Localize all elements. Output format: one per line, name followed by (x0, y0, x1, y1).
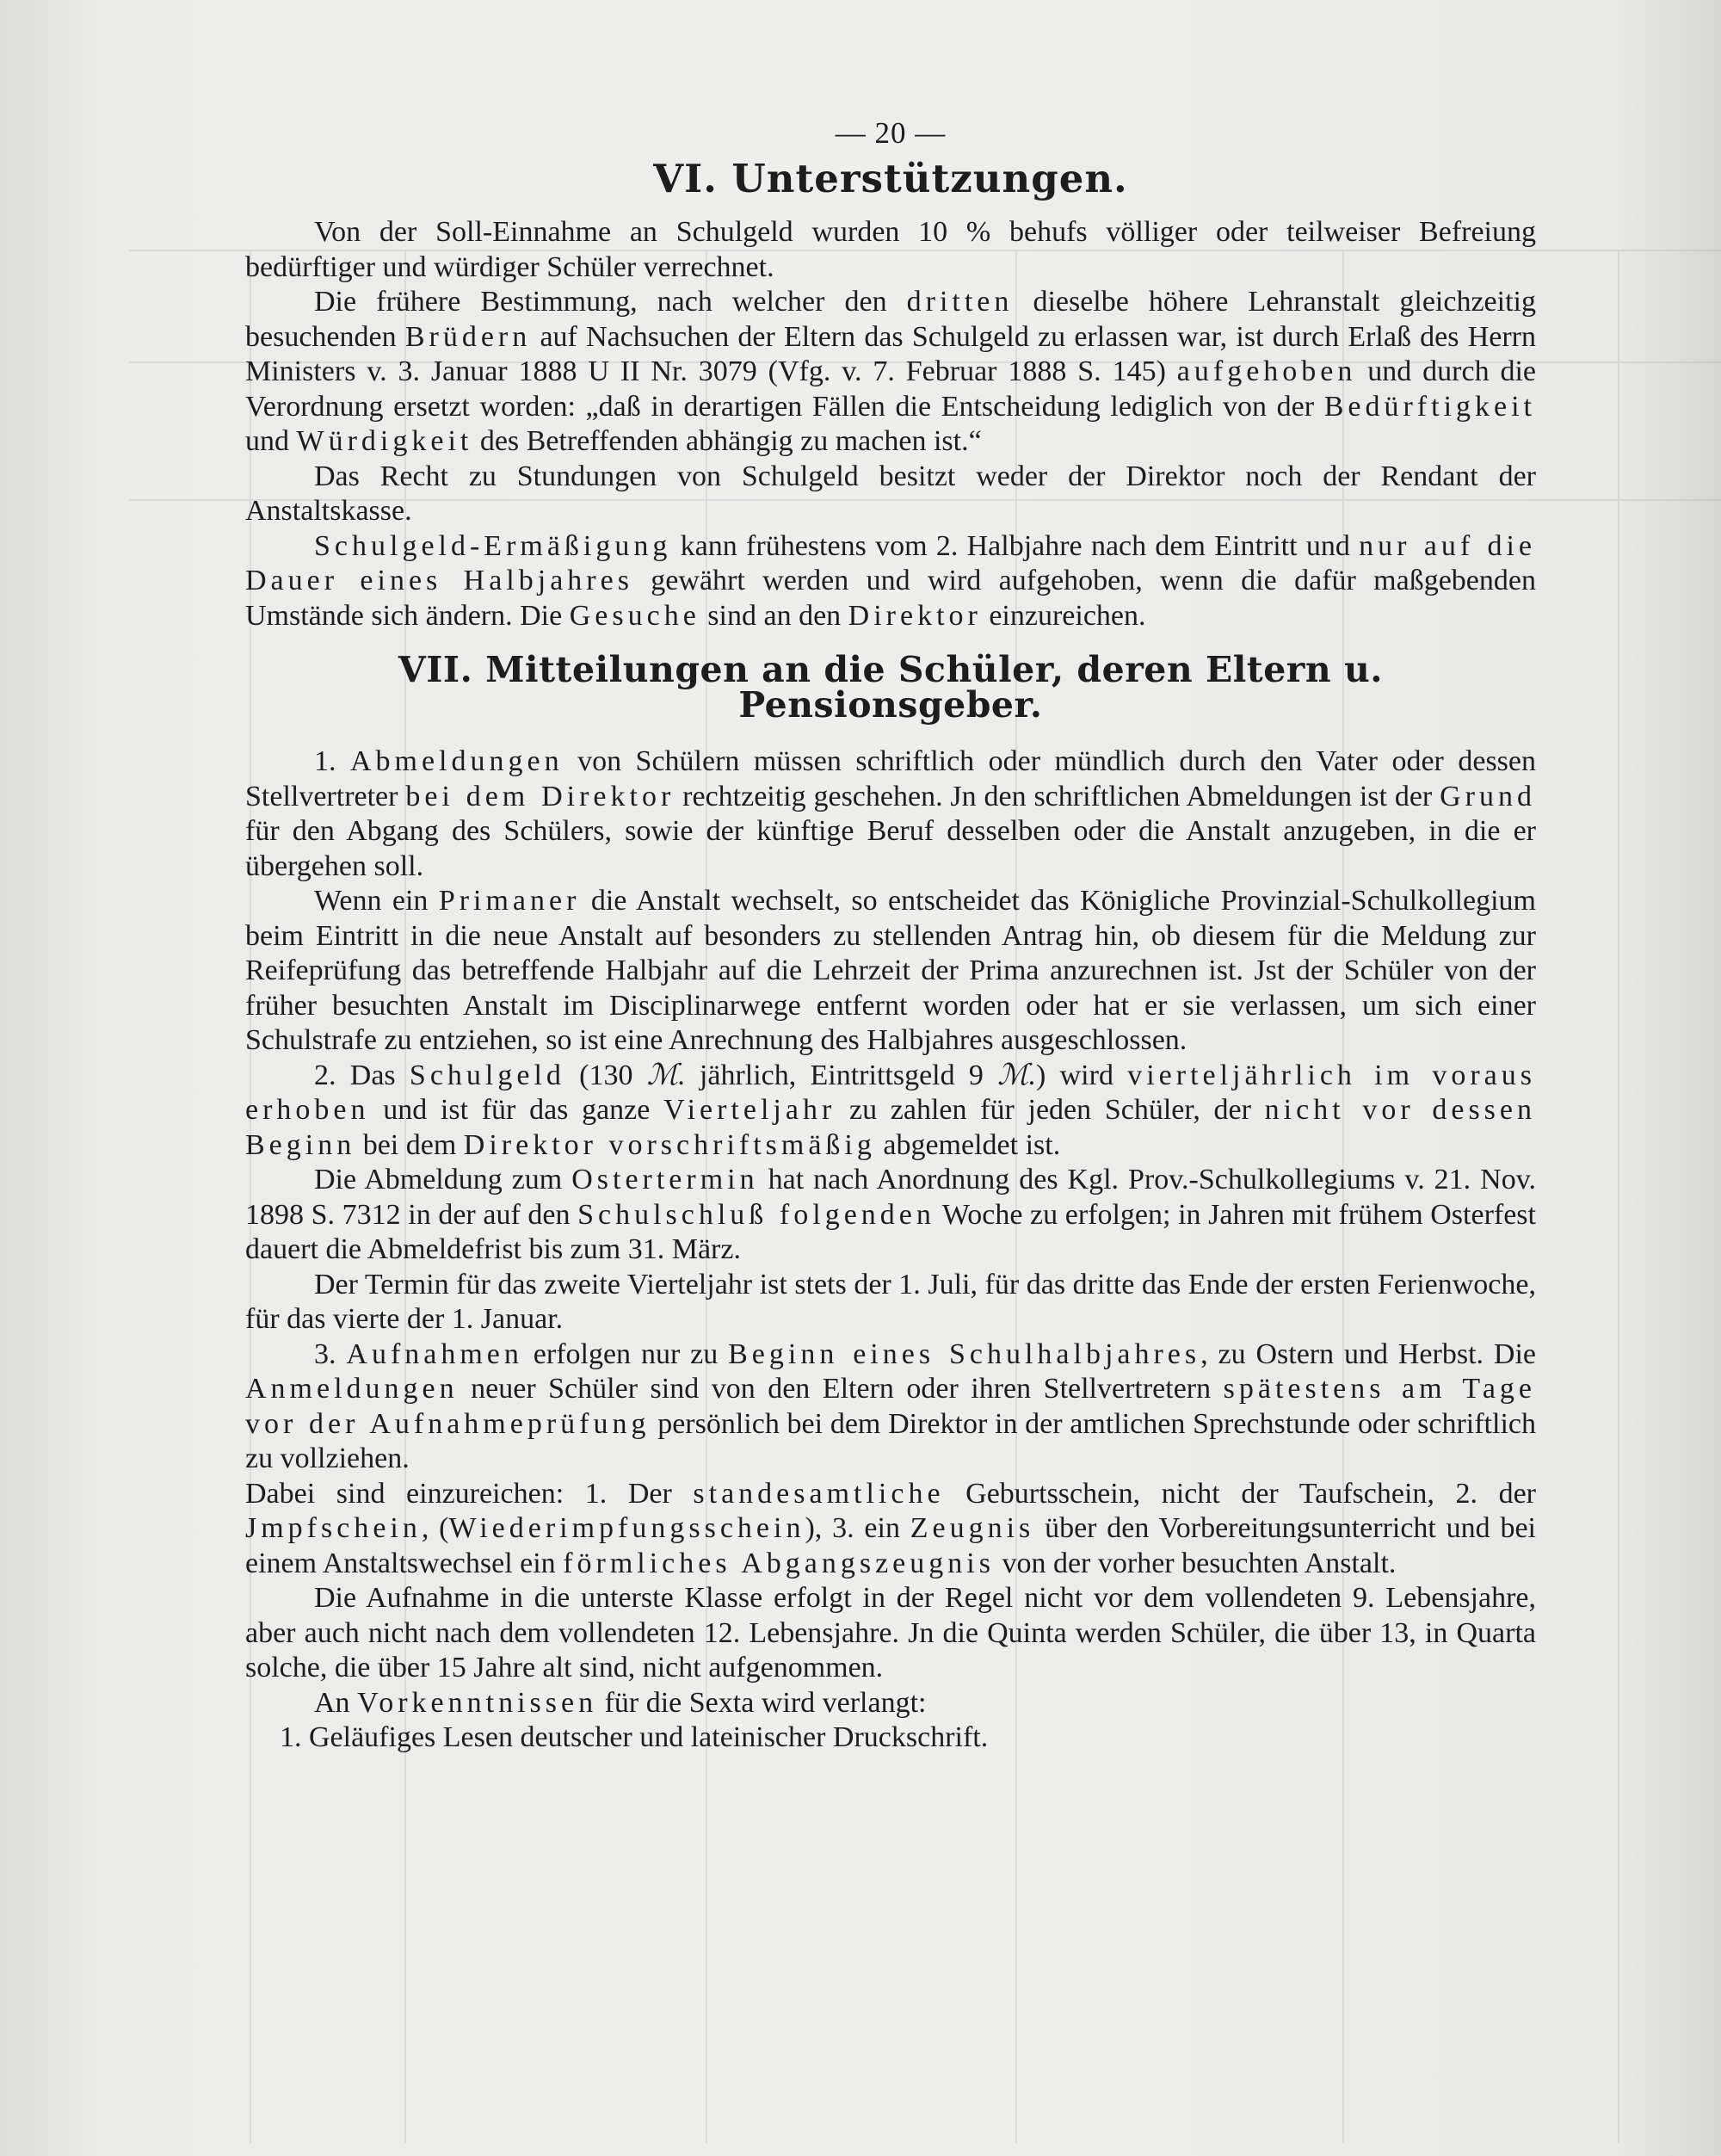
paragraph-aufnahmen: 3. Aufnahmen erfolgen nur zu Beginn eines Schulhalbjahres, zu Ostern und Herbst. Die Anmeldungen neuer Schüler sind von den Eltern oder ihren Stellvertretern spätestens am Tage vor der Aufnahmeprüfung persönlich bei dem Direktor in der amtlichen Sprechstunde oder schriftlich zu vollziehen. (245, 1337, 1537, 1474)
paragraph-termine: Der Termin für das zweite Vierteljahr ist stets der 1. Juli, für das dritte das Ende der ersten Ferienwoche, für das vierte der 1. Januar. (245, 1268, 1536, 1335)
section-heading-mitteilungen: VII. Mitteilungen an die Schüler, deren Eltern u. Pensionsgeber. (398, 649, 1384, 726)
document-page (245, 116, 1536, 1756)
paragraph-aufnahmealter: Die Aufnahme in die unterste Klasse erfolgt in der Regel nicht vor dem vollendeten 9. Lebensjahre, aber auch nicht nach dem vollendeten 12. Lebensjahre. Jn die Quinta werden Schüler, die über 13, in Quarta solche, die über 15 Jahre alt sind, nicht aufgenommen. (245, 1582, 1536, 1683)
paragraph-ermaessigung: Schulgeld-Ermäßigung kann frühestens vom 2. Halbjahre nach dem Eintritt und nur auf die Dauer eines Halbjahres gewährt werden und wird aufgehoben, wenn die dafür maßgebenden Umstände sich ändern. Die Gesuche sind an den Direktor einzureichen. (245, 529, 1536, 632)
mark-currency-symbol: ℳ. (646, 1059, 686, 1091)
paragraph-einzureichen: Dabei sind einzureichen: 1. Der standesamtliche Geburtsschein, nicht der Taufschein, 2. der Jmpfschein, (Wiederimpfungsschein), 3. ein Zeugnis über den Vorbereitungsunterricht und bei einem Anstaltswechsel ein förmliches Abgangszeugnis von der vorher besuchten Anstalt. (245, 1477, 1537, 1579)
paragraph-soll-einnahme: Von der Soll-Einnahme an Schulgeld wurden 10 % behufs völliger oder teilweiser Befreiung bedürftiger und würdiger Schüler verrechnet. (245, 216, 1536, 283)
section-heading-unterstuetzungen: VI. Unterstützungen. (653, 155, 1128, 201)
paragraph-abmeldungen: 1. Abmeldungen von Schülern müssen schriftlich oder mündlich durch den Vater oder dessen Stellvertreter bei dem Direktor rechtzeitig geschehen. Jn den schriftlichen Abmeldungen ist der Grund für den Abgang des Schülers, sowie der künftige Beruf desselben oder die Anstalt anzugeben, in die er übergehen soll. (245, 745, 1536, 882)
paragraph-ostertermin: Die Abmeldung zum Ostertermin hat nach Anordnung des Kgl. Prov.-Schulkollegiums v. 21. Nov. 1898 S. 7312 in der auf den Schulschluß folgenden Woche zu erfolgen; in Jahren mit frühem Osterfest dauert die Abmeldefrist bis zum 31. März. (245, 1164, 1536, 1265)
mark-currency-symbol: ℳ. (997, 1059, 1037, 1091)
paragraph-schulgeld: 2. Das Schulgeld (130 ℳ. jährlich, Eintrittsgeld 9 ℳ.) wird vierteljährlich im voraus erhoben und ist für das ganze Vierteljahr zu zahlen für jeden Schüler, der nicht vor dessen Beginn bei dem Direktor vorschriftsmäßig abgemeldet ist. (245, 1059, 1536, 1161)
paragraph-fruehere-bestimmung: Die frühere Bestimmung, nach welcher den dritten dieselbe höhere Lehranstalt gleichzeitig besuchenden Brüdern auf Nachsuchen der Eltern das Schulgeld zu erlassen war, ist durch Erlaß des Herrn Ministers v. 3. Januar 1888 U II Nr. 3079 (Vfg. v. 7. Februar 1888 S. 145) aufgehoben und durch die Verordnung ersetzt worden: „daß in derartigen Fällen die Entscheidung lediglich von der Bedürftigkeit und Würdigkeit des Betreffenden abhängig zu machen ist.“ (245, 286, 1536, 457)
paragraph-vorkenntnisse: An Vorkenntnissen für die Sexta wird verlangt: (314, 1686, 927, 1719)
paragraph-stundungen: Das Recht zu Stundungen von Schulgeld besitzt weder der Direktor noch der Rendant der Anstaltskasse. (245, 460, 1536, 527)
list-item-lesen: 1. Geläufiges Lesen deutscher und lateinischer Druckschrift. (280, 1721, 989, 1753)
paragraph-primaner: Wenn ein Primaner die Anstalt wechselt, so entscheidet das Königliche Provinzial-Schulkollegium beim Eintritt in die neue Anstalt auf besonders zu stellenden Antrag hin, ob diesem für die Meldung zur Reifeprüfung das betreffende Halbjahr auf die Lehrzeit der Prima anzurechnen ist. Jst der Schüler von der früher besuchten Anstalt im Disciplinarwege entfernt worden oder hat er sie verlassen, um sich einer Schulstrafe zu entziehen, so ist eine Anrechnung des Halbjahres ausgeschlossen. (245, 885, 1536, 1056)
page-number: — 20 — (835, 116, 947, 150)
